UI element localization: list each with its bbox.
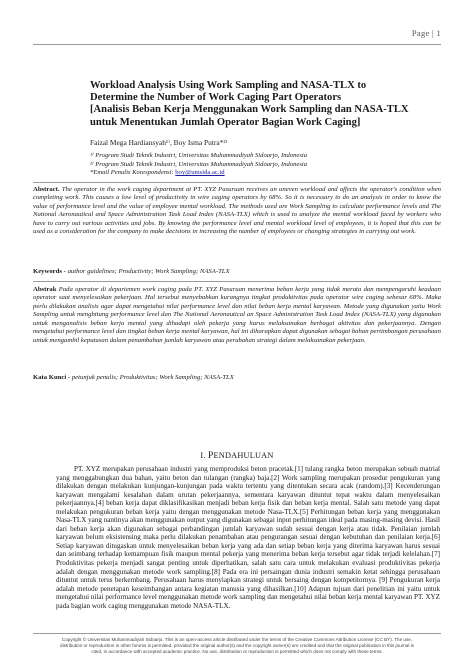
abstract-top-divider	[33, 182, 441, 183]
page-number: Page | 1	[411, 28, 441, 38]
corresponding-label: *Email Penulis Korespondensi:	[90, 169, 176, 177]
abstract-english	[33, 186, 441, 237]
abstrak-text: Pada operator di departemen work caging pada PT. XYZ Pasuruan menerima beban kerja yang tidak merata dan mempengaruhi keadaan operator saat menyelesaikan pekerjaan. Hal tersebut menyebabkan kurangnya tingkat produktivitas pada operator wire caging sebesar 68%. Maka perlu dilakukan analisis agar dapat mengetahui nilai performance level dan nilai beban kerja mental karyawan. Metode yang digunakan yaitu Work Sampling untuk menghitung performance level dan The National Aeronautical an Space Administration Task Load Index (NASA-TLX) yang digunakan untuk menganalisis beban kerja mental yang dihadapi oleh pekerja yang harus melaksanakan berbagai aktivitas dan pekerjaannya. Dengan mengetahui performance level dan tingkat beban kerja mental karyawan, hal ini diharapkan dapat digunakan sebagai bahan pertimbangan perusahaan untuk mengambil keputusan dalam penambahan jumlah karyawan atau perubahan strategi dalam melaksanakan pekerjaan.	[33, 286, 441, 344]
abstract-indonesian	[33, 286, 441, 345]
keywords-indonesian	[33, 374, 441, 382]
title-line-4: untuk Menentukan Jumlah Operator Bagian Work Caging]	[90, 116, 361, 128]
section-numeral: I.	[200, 451, 206, 460]
keywords-english	[33, 268, 441, 276]
keywords-label: Keywords -	[33, 268, 66, 275]
abstract-text: The operator in the work caging department at PT. XYZ Pasuruan receives an uneven workload and affects the operator's condition when completing work. This causes a low level of productivity in wire caging operators by 68%. So it is necessary to do an analysis in order to know the value of performance level and the value of employee mental workload. The methods used are Work Sampling to calculate performance levels and The National Aeronautical and Space Administration Task Load Index (NASA-TLX) which is used to analyze the mental workload faced by workers who have to carry out various activities and jobs. By knowing the performance level and mental workload level of employees, it is hoped that this can be used as a consideration for the company to make decisions in increasing the number of employees or changing strategies in carrying out work.	[33, 186, 442, 236]
title-line-2: Determine the Number of Work Caging Part Operators	[90, 92, 342, 104]
title-line-3: [Analisis Beban Kerja Menggunakan Work Sampling dan NASA-TLX	[90, 104, 409, 116]
copyright-footer: Copyright © Universitas Muhammadiyah Sidoarjo. This is an open-access article distributed under the terms of the Creative Commons Attribution License (CC BY). The use, distribution or reproduction in other forums is permitted, provided the original author(s) and the copyright owner(s) are credited and that the original publication in this journal is cited, in accordance with accepted academic practice. No use, distribution or reproduction is permitted which does not comply with these terms.	[60, 637, 414, 654]
corresponding-author	[90, 169, 428, 178]
introduction-body	[56, 465, 440, 610]
section-heading	[0, 450, 474, 461]
section-first-letter: P	[207, 450, 214, 461]
title-block	[90, 80, 428, 178]
kata-kunci-label: Kata Kunci -	[33, 374, 71, 381]
section-rest: ENDAHULUAN	[213, 451, 274, 460]
abstract-label: Abstract.	[33, 186, 60, 193]
title-line-1: Workload Analysis Using Work Sampling and NASA-TLX to	[90, 80, 367, 91]
author-list: Faizal Mega Hardiansyah¹⁾, Boy Isma Putra*²⁾	[90, 137, 228, 147]
abstract-middle-divider	[33, 281, 441, 282]
header-divider	[33, 44, 441, 45]
affiliation-2: ²⁾ Program Studi Teknik Industri, Universitas Muhammadiyah Sidoarjo, Indonesia	[90, 160, 308, 168]
kata-kunci-text: petunjuk penulis; Produktivitas; Work Sampling; NASA-TLX	[71, 374, 234, 381]
keywords-text: author guidelines; Productivity; Work Sampling; NASA-TLX	[67, 268, 230, 275]
corresponding-email-link[interactable]: boy@umsida.ac.id	[175, 169, 225, 177]
footer-divider	[33, 633, 441, 634]
introduction-paragraph: PT. XYZ merupakan perusahaan industri yang memproduksi beton pracetak.[1] tulang rangka beton merupakan sebuah matrial yang menggabungkan dua bahan, yaitu beton dan tulangan (rangka) baja.[2] Work sampling merupakan prosedur pengukuran yang dilakukan dengan melakukan kunjungan-kunjungan pada waktu tertentu yang ditentukan secara acak (random).[3] Kecenderungan karyawan mengalami kesalahan dalam urutan pekerjaannya, sementara karyawan dituntut tepat waktu dalam menyelesaikan pekerjaannya.[4] beban kerja dapat diklasifikasikan menjadi beban kerja fisik dan beban kerja mental. Salah satu metode yang dapat melakukan pengukuran beban kerja yaitu dengan menggunakan metode Nasa-TLX.[5] Perhitungan beban kerja yang menggunakan Nasa-TLX yang nantinya akan menggunakan output yang digunakan sebagai input perhitungan ideal pada masing-masing devisi. Hasil dari beban kerja akan digunakan sebagai perbandingan jumlah karyawan sudah sesuai dengan kerja atau tidak. Penilaian jumlah karyawan belum eksistensing maka perlu dilakukan penambahan atau pengurangan sesuai dengan kebutuhan dan penilaian kerja.[6] Setiap karyawan ditugaskan untuk menyelesaikan beban kerja yang ada dan setiap beban kerja yang diterima karyawan harus sesuai dan seimbang terhadap kemampuan fisik maupun mental pekerja yang menerima beban kerja tersebut agar tidak terjadi kelelahan.[7] Produktivitas pekerja menjadi sangat penting untuk diperhatikan, salah satu cara untuk melakukan evaluasi produktivitas pekerja adalah dengan menggunakan metode work sampling.[8] Pada era ini persaingan dunia industri semakin ketat sehingga perusahaan dituntut untuk terus berkembang. Perusahaan harus menyiapkan strategi untuk bersaing dengan kompetitornya. [9] Pengukuran kerja adalah metode penetapan keseimbangan antara kegiatan manusia yang dihasilkan.[10] Adapun tujuan dari penelitian ini yaitu untuk mengetahui nilai performance level menggunakan metode work sampling dan mengetahui nilai beban kerja mental karyawan PT. XYZ pada bagian work caging menggunakan metode NASA-TLX.	[56, 465, 440, 610]
paper-title	[90, 80, 428, 129]
abstrak-label: Abstrak	[33, 286, 57, 293]
affiliation-1: ¹⁾ Program Studi Teknik Industri, Universitas Muhammadiyah Sidoarjo, Indonesia	[90, 151, 308, 159]
